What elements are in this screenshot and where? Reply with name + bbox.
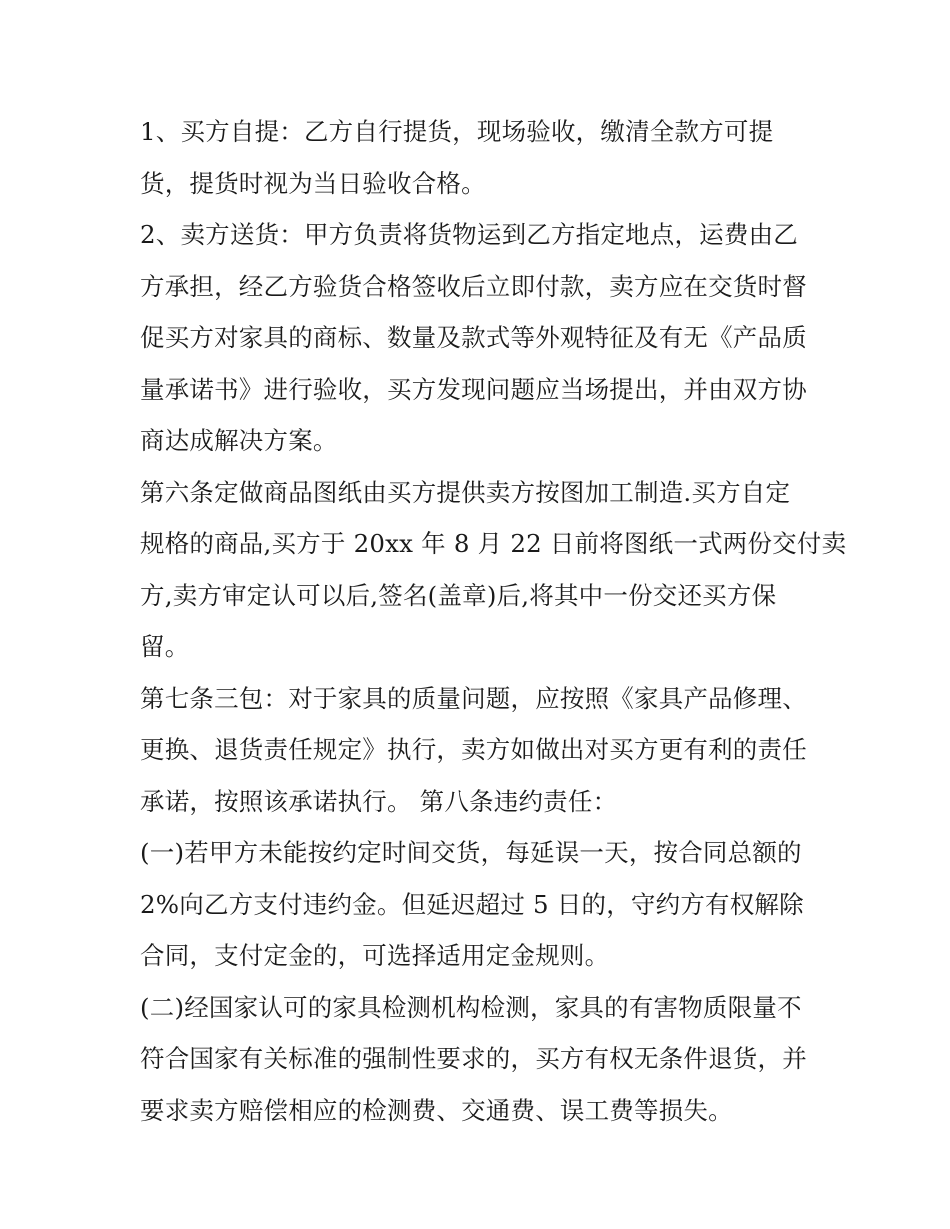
document-body: [140, 106, 847, 1136]
text-line: 2、卖方送货：甲方负责将货物运到乙方指定地点，运费由乙: [140, 220, 798, 249]
text-line: 量承诺书》进行验收，买方发现问题应当场提出，并由双方协: [140, 374, 807, 404]
text-line: 规格的商品,买方于 20xx 年 8 月 22 日前将图纸一式两份交付卖: [140, 529, 847, 558]
text-line: 承诺，按照该承诺执行。 第八条违约责任：: [140, 786, 618, 816]
text-line: 合同，支付定金的，可选择适用定金规则。: [140, 941, 610, 970]
text-line: 符合国家有关标准的强制性要求的，买方有权无条件退货，并: [140, 1044, 807, 1073]
text-line: 留。: [140, 632, 190, 661]
text-line: 促买方对家具的商标、数量及款式等外观特征及有无《产品质: [140, 323, 807, 352]
text-line: 2%向乙方支付违约金。但延迟超过 5 日的，守约方有权解除: [140, 889, 804, 919]
text-line: 要求卖方赔偿相应的检测费、交通费、误工费等损失。: [140, 1095, 733, 1125]
text-line: (二)经国家认可的家具检测机构检测，家具的有害物质限量不: [140, 992, 802, 1022]
text-line: 方,卖方审定认可以后,签名(盖章)后,将其中一份交还买方保: [140, 580, 777, 610]
text-line: 第六条定做商品图纸由买方提供卖方按图加工制造.买方自定: [140, 477, 791, 507]
text-line: 第七条三包：对于家具的质量问题，应按照《家具产品修理、: [140, 683, 807, 713]
text-line: 方承担，经乙方验货合格签收后立即付款，卖方应在交货时督: [140, 271, 807, 301]
text-line: 商达成解决方案。: [140, 426, 338, 455]
text-line: 更换、退货责任规定》执行，卖方如做出对买方更有利的责任: [140, 735, 807, 764]
text-line: 货，提货时视为当日验收合格。: [140, 168, 486, 198]
text-line: (一)若甲方未能按约定时间交货，每延误一天，按合同总额的: [140, 838, 802, 867]
text-line: 1、买方自提：乙方自行提货，现场验收，缴清全款方可提: [140, 117, 774, 146]
